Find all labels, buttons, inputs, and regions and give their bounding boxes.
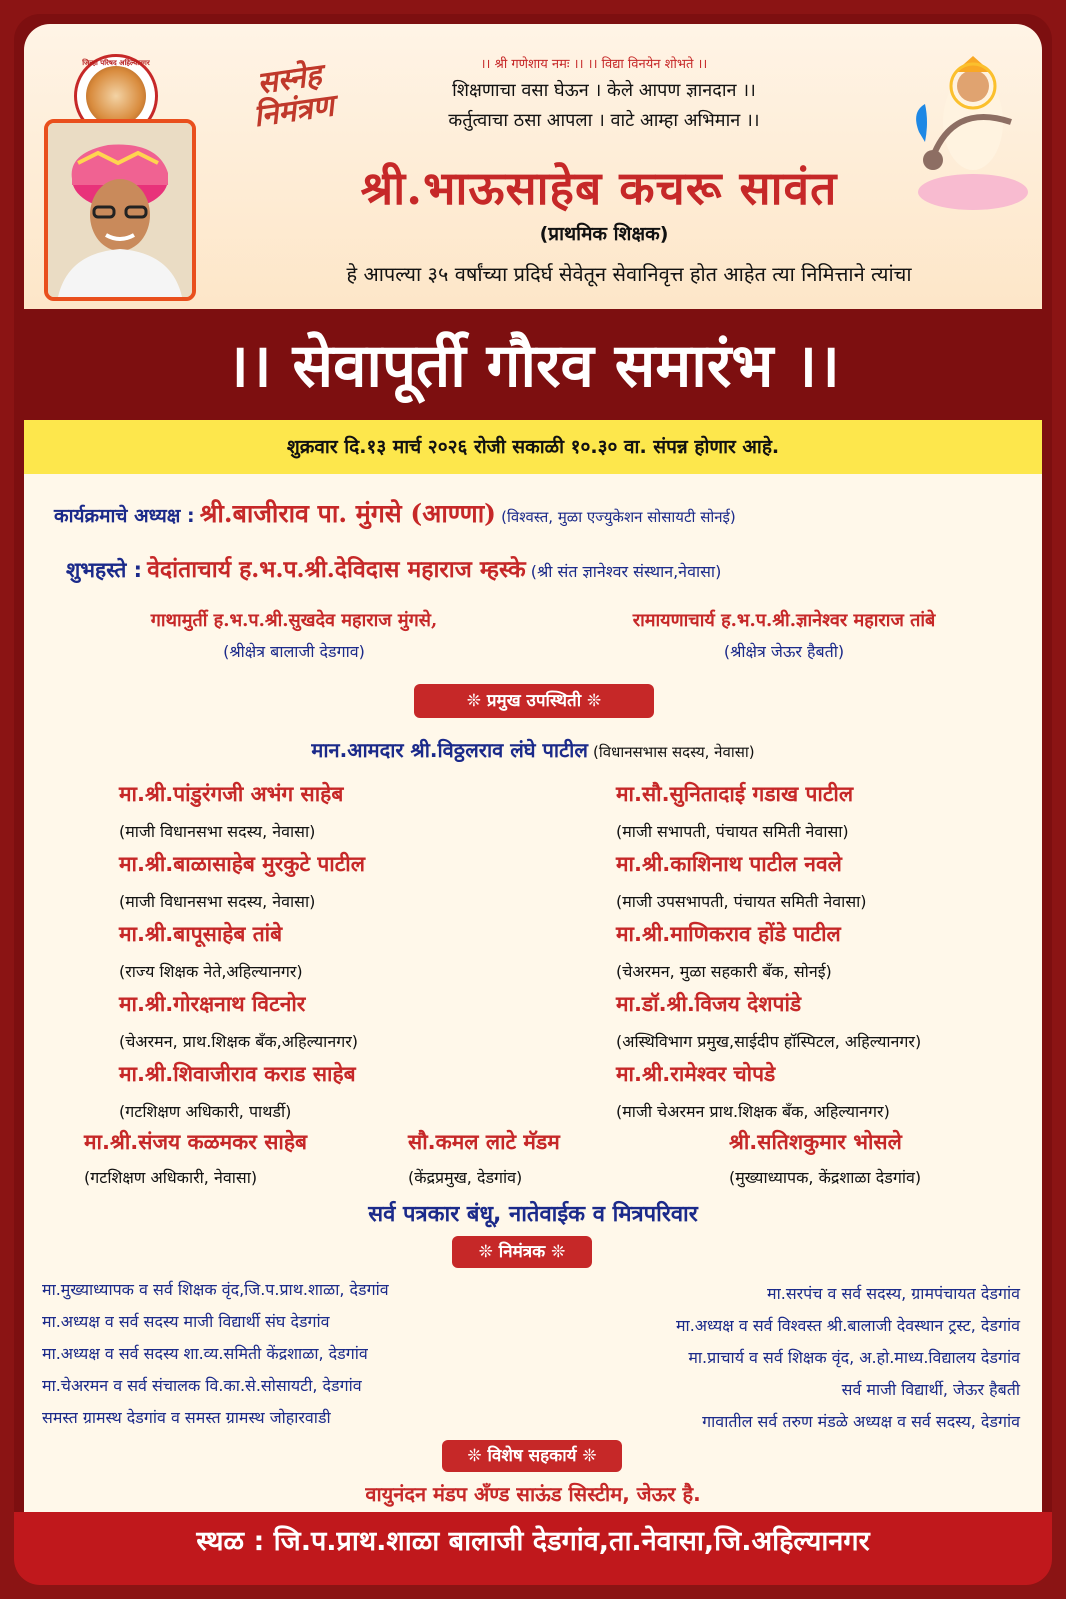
honoree-photo [44, 119, 196, 301]
nimantrak-item: मा.मुख्याध्यापक व सर्व शिक्षक वृंद,जि.प.प्राथ.शाळा, देडगांव [42, 1280, 389, 1299]
pramukh-upasthiti-badge: ❊ प्रमुख उपस्थिती ❊ [414, 684, 654, 718]
guest-desc: (मुख्याध्यापक, केंद्रशाळा देडगांव) [729, 1168, 922, 1187]
logo-emblem-icon [86, 66, 146, 126]
president-row [54, 496, 736, 530]
verse-block [384, 76, 824, 136]
guest-desc: (राज्य शिक्षक नेते,अहिल्यानगर) [119, 962, 303, 981]
nimantrak-item: मा.अध्यक्ष व सर्व सदस्य माजी विद्यार्थी संघ देडगांव [42, 1312, 330, 1331]
chief-note: (श्री संत ज्ञानेश्वर संस्थान,नेवासा) [530, 562, 722, 581]
patrakar-line: सर्व पत्रकार बंधू, नातेवाईक व मित्रपरिवार [368, 1202, 698, 1227]
guest-desc: (माजी सभापती, पंचायत समिती नेवासा) [616, 822, 849, 841]
guest-name: मा.श्री.शिवाजीराव कराड साहेब [119, 1062, 356, 1086]
guest-desc: (माजी उपसभापती, पंचायत समिती नेवासा) [616, 892, 867, 911]
nimantrak-item: गावातील सर्व तरुण मंडळे अध्यक्ष व सर्व सदस्य, देडगांव [702, 1412, 1020, 1431]
nimantrak-badge: ❊ निमंत्रक ❊ [452, 1236, 592, 1268]
guest-name: श्री.सतिशकुमार भोसले [729, 1130, 902, 1154]
retirement-text: हे आपल्या ३५ वर्षांच्या प्रदिर्घ सेवेतून सेवानिवृत्त होत आहेत त्या निमित्ताने त्यांचा [346, 262, 912, 286]
nimantrak-item: मा.सरपंच व सर्व सदस्य, ग्रामपंचायत देडगांव [767, 1284, 1020, 1303]
guest-desc: (माजी विधानसभा सदस्य, नेवासा) [119, 822, 316, 841]
nimantrak-item: मा.चेअरमन व सर्व संचालक वि.का.से.सोसायटी, देडगांव [42, 1376, 362, 1395]
chief-name: वेदांताचार्य ह.भ.प.श्री.देविदास महाराज म्हस्के [147, 556, 526, 583]
guest-desc: (चेअरमन, मुळा सहकारी बँक, सोनई) [616, 962, 832, 981]
guest-name: मा.श्री.बापूसाहेब तांबे [119, 922, 283, 946]
guest-name: मा.श्री.बाळासाहेब मुरकुटे पाटील [119, 852, 365, 876]
mla-note: (विधानसभास सदस्य, नेवासा) [593, 743, 755, 761]
president-note: (विश्वस्त, मुळा एज्युकेशन सोसायटी सोनई) [501, 508, 736, 526]
saint-right-place: (श्रीक्षेत्र जेऊर हैबती) [723, 642, 845, 661]
sasneh-nimantran-logo [228, 56, 357, 142]
event-date: शुक्रवार दि.१३ मार्च २०२६ रोजी सकाळी १०.३० वा. संपन्न होणार आहे. [24, 420, 1042, 474]
event-title: ।। सेवापूर्ती गौरव समारंभ ।। [226, 331, 840, 401]
sasneh-line2: निमंत्रण [251, 88, 337, 135]
vishesh-sahakarya-badge: ❊ विशेष सहकार्य ❊ [442, 1440, 622, 1472]
sasneh-line1: सस्नेह [254, 57, 324, 102]
saint-right [554, 608, 1014, 662]
saint-right-name: रामायणाचार्य ह.भ.प.श्री.ज्ञानेश्वर महाराज तांबे [632, 610, 936, 631]
guest-desc: (माजी चेअरमन प्राथ.शिक्षक बँक, अहिल्यानगर) [616, 1102, 890, 1121]
nimantrak-item: सर्व माजी विद्यार्थी, जेऊर हैबती [841, 1380, 1020, 1399]
nimantrak-item: मा.प्राचार्य व सर्व शिक्षक वृंद, अ.हो.माध्य.विद्यालय देडगांव [688, 1348, 1020, 1367]
guest-desc: (माजी विधानसभा सदस्य, नेवासा) [119, 892, 316, 911]
guest-name: मा.श्री.गोरक्षनाथ विटनोर [119, 992, 306, 1016]
guest-name: मा.डॉ.श्री.विजय देशपांडे [616, 992, 802, 1016]
saint-left [74, 608, 514, 662]
invitation-frame [14, 14, 1052, 1585]
guest-name: मा.श्री.पांडुरंगजी अभंग साहेब [119, 782, 344, 806]
nimantrak-item: समस्त ग्रामस्थ देडगांव व समस्त ग्रामस्थ जोहारवाडी [42, 1408, 331, 1427]
saint-left-name: गाथामुर्ती ह.भ.प.श्री.सुखदेव महाराज मुंगसे, [150, 610, 438, 631]
verse-line-1: शिक्षणाचा वसा घेऊन । केले आपण ज्ञानदान ।। [452, 80, 756, 101]
nimantrak-item: मा.अध्यक्ष व सर्व विश्वस्त श्री.बालाजी देवस्थान ट्रस्ट, देडगांव [675, 1316, 1020, 1335]
guest-desc: (अस्थिविभाग प्रमुख,साईदीप हॉस्पिटल, अहिल्यानगर) [616, 1032, 922, 1051]
guest-desc: (गटशिक्षण अधिकारी, नेवासा) [84, 1168, 258, 1187]
guest-desc: (केंद्रप्रमुख, देडगांव) [408, 1168, 523, 1187]
guest-name: मा.श्री.संजय कळमकर साहेब [84, 1130, 307, 1154]
guest-name: मा.श्री.रामेश्वर चोपडे [616, 1062, 776, 1086]
mla-row [24, 736, 1042, 763]
shloka-line: ।। श्री गणेशाय नमः ।। ।। विद्या विनयेन शोभते ।। [480, 57, 708, 72]
verse-line-2: कर्तुत्वाचा ठसा आपला । वाटे आम्हा अभिमान ।। [448, 110, 760, 131]
mla-name: मान.आमदार श्री.विठ्ठलराव लंघे पाटील [311, 738, 588, 762]
invitation-body [24, 420, 1042, 1512]
chief-guest-row [66, 552, 721, 584]
guest-name: मा.श्री.काशिनाथ पाटील नवले [616, 852, 842, 876]
guest-name: मा.श्री.माणिकराव होंडे पाटील [616, 922, 841, 946]
chief-label: शुभहस्ते : [66, 558, 143, 582]
logo-text: जिल्हा परिषद अहिल्यानगर [82, 59, 150, 67]
saint-left-place: (श्रीक्षेत्र बालाजी देडगाव) [223, 642, 365, 661]
president-name: श्री.बाजीराव पा. मुंगसे (आण्णा) [199, 499, 497, 528]
honoree-designation: (प्राथमिक शिक्षक) [539, 223, 669, 245]
president-label: कार्यक्रमाचे अध्यक्ष : [54, 505, 195, 527]
guest-name: मा.सौ.सुनितादाई गडाख पाटील [616, 782, 854, 806]
invitation-header [24, 24, 1042, 309]
venue-footer: स्थळ : जि.प.प्राथ.शाळा बालाजी देडगांव,ता.नेवासा,जि.अहिल्यानगर [14, 1512, 1052, 1585]
guest-desc: (गटशिक्षण अधिकारी, पाथर्डी) [119, 1102, 292, 1121]
vishesh-sahakarya-text: वायुनंदन मंडप अँण्ड साऊंड सिस्टीम, जेऊर है. [365, 1482, 701, 1506]
guest-desc: (चेअरमन, प्राथ.शिक्षक बँक,अहिल्यानगर) [119, 1032, 359, 1051]
nimantrak-item: मा.अध्यक्ष व सर्व सदस्य शा.व्य.समिती केंद्रशाळा, देडगांव [42, 1344, 368, 1363]
honoree-name: श्री.भाऊसाहेब कचरू सावंत [360, 161, 838, 215]
guest-name: सौ.कमल लाटे मॅडम [408, 1130, 560, 1154]
